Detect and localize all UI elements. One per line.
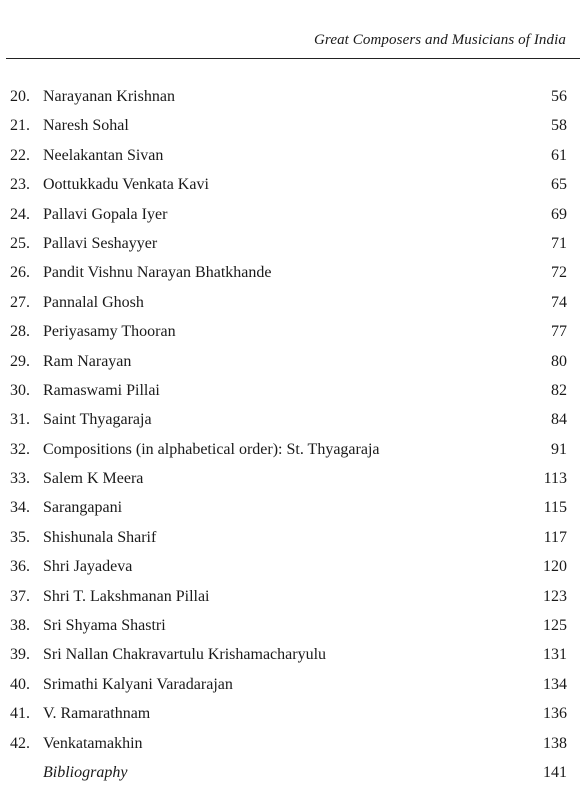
toc-entry-title: Venkatamakhin bbox=[43, 734, 143, 752]
toc-entry bbox=[0, 729, 580, 758]
toc-entry-title: Ram Narayan bbox=[43, 352, 132, 370]
toc-entry-number: 39. bbox=[10, 646, 30, 664]
toc-entry-page-number: 117 bbox=[543, 528, 567, 546]
toc-entry-page-number: 141 bbox=[543, 763, 567, 781]
toc-entry-title: Shri T. Lakshmanan Pillai bbox=[43, 587, 210, 605]
toc-entry-number: 30. bbox=[10, 381, 30, 399]
toc-entry-title: Compositions (in alphabetical order): St. Thyagaraja bbox=[43, 440, 380, 458]
toc-entry-number: 42. bbox=[10, 734, 30, 752]
toc-entry-number: 41. bbox=[10, 705, 30, 723]
toc-entry-title: Periyasamy Thooran bbox=[43, 323, 176, 341]
toc-entry-title: Saint Thyagaraja bbox=[43, 411, 152, 429]
toc-entry-title: Pandit Vishnu Narayan Bhatkhande bbox=[43, 264, 272, 282]
toc-entry-number: 33. bbox=[10, 470, 30, 488]
toc-entry bbox=[0, 405, 580, 434]
toc-entry bbox=[0, 523, 580, 552]
toc-entry-number: 28. bbox=[10, 323, 30, 341]
toc-entry bbox=[0, 640, 580, 669]
toc-entry-number: 34. bbox=[10, 499, 30, 517]
toc-entry-number: 32. bbox=[10, 440, 30, 458]
toc-entry bbox=[0, 758, 580, 787]
toc-entry bbox=[0, 582, 580, 611]
toc-entry-title: Sri Shyama Shastri bbox=[43, 617, 166, 635]
toc-entry bbox=[0, 317, 580, 346]
toc-entry bbox=[0, 347, 580, 376]
toc-entry-title: Neelakantan Sivan bbox=[43, 146, 164, 164]
toc-entry bbox=[0, 493, 580, 522]
toc-entry-page-number: 82 bbox=[551, 381, 567, 399]
toc-entry-page-number: 74 bbox=[551, 293, 567, 311]
toc-entry-title: Oottukkadu Venkata Kavi bbox=[43, 176, 209, 194]
toc-entry-title: Sarangapani bbox=[43, 499, 123, 517]
toc-entry-title: Shishunala Sharif bbox=[43, 528, 157, 546]
toc-entry-page-number: 56 bbox=[551, 88, 567, 105]
toc-entry-number: 38. bbox=[10, 617, 30, 635]
toc-entry-title: Salem K Meera bbox=[43, 470, 144, 488]
toc-entry bbox=[0, 611, 580, 640]
toc-entry bbox=[0, 170, 580, 199]
toc-entry bbox=[0, 376, 580, 405]
toc-entry-page-number: 61 bbox=[551, 146, 567, 164]
toc-entry bbox=[0, 200, 580, 229]
toc-entry-number: 29. bbox=[10, 352, 30, 370]
toc-entry-page-number: 131 bbox=[543, 646, 567, 664]
toc-entry-title: Sri Nallan Chakravartulu Krishamacharyulu bbox=[43, 646, 327, 664]
toc-entry-page-number: 91 bbox=[551, 440, 567, 458]
toc-entry-page-number: 125 bbox=[543, 617, 567, 635]
toc-entry-page-number: 120 bbox=[543, 558, 567, 576]
toc-entry-page-number: 138 bbox=[543, 734, 567, 752]
toc-entry-number: 24. bbox=[10, 205, 30, 223]
toc-entry-number: 26. bbox=[10, 264, 30, 282]
toc-entry-page-number: 77 bbox=[551, 323, 567, 341]
toc-entry-number: 35. bbox=[10, 528, 30, 546]
toc-entry-title: Naresh Sohal bbox=[43, 117, 129, 135]
toc-entry-title: Shri Jayadeva bbox=[43, 558, 133, 576]
toc-entry-title: Narayanan Krishnan bbox=[43, 88, 175, 105]
toc-entry-number: 37. bbox=[10, 587, 30, 605]
toc-entry-title: Ramaswami Pillai bbox=[43, 381, 160, 399]
toc-entry bbox=[0, 552, 580, 581]
toc-entry-number: 21. bbox=[10, 117, 30, 135]
toc-entry-title: Pallavi Gopala Iyer bbox=[43, 205, 168, 223]
toc-entry-page-number: 80 bbox=[551, 352, 567, 370]
toc-entry-number: 36. bbox=[10, 558, 30, 576]
toc-entry-number: 27. bbox=[10, 293, 30, 311]
toc-entry-number: 40. bbox=[10, 675, 30, 693]
toc-entry bbox=[0, 435, 580, 464]
toc-entry-title: Pallavi Seshayyer bbox=[43, 234, 158, 252]
toc-entry bbox=[0, 464, 580, 493]
toc-entry-page-number: 65 bbox=[551, 176, 567, 194]
toc-entry-number: 20. bbox=[10, 88, 30, 105]
toc-entry-number: 22. bbox=[10, 146, 30, 164]
toc-entry-page-number: 84 bbox=[551, 411, 567, 429]
toc-entry-page-number: 69 bbox=[551, 205, 567, 223]
toc-entry-page-number: 58 bbox=[551, 117, 567, 135]
table-of-contents bbox=[0, 82, 580, 787]
toc-entry-page-number: 113 bbox=[543, 470, 567, 488]
toc-entry-page-number: 134 bbox=[543, 675, 567, 693]
toc-entry bbox=[0, 258, 580, 287]
header-rule bbox=[6, 58, 580, 59]
toc-entry-page-number: 72 bbox=[551, 264, 567, 282]
toc-entry bbox=[0, 111, 580, 140]
toc-entry-number: 25. bbox=[10, 234, 30, 252]
toc-entry bbox=[0, 288, 580, 317]
toc-entry bbox=[0, 670, 580, 699]
toc-entry bbox=[0, 82, 580, 111]
toc-entry-number: 23. bbox=[10, 176, 30, 194]
toc-entry-page-number: 71 bbox=[551, 234, 567, 252]
toc-entry-title: Srimathi Kalyani Varadarajan bbox=[43, 675, 233, 693]
toc-entry-page-number: 136 bbox=[543, 705, 567, 723]
toc-entry-number: 31. bbox=[10, 411, 30, 429]
toc-entry-page-number: 115 bbox=[543, 499, 567, 517]
running-header-title: Great Composers and Musicians of India bbox=[314, 32, 566, 48]
toc-entry-title: Bibliography bbox=[43, 763, 128, 781]
toc-entry-title: V. Ramarathnam bbox=[43, 705, 151, 723]
toc-entry bbox=[0, 699, 580, 728]
toc-entry-title: Pannalal Ghosh bbox=[43, 293, 144, 311]
toc-entry-page-number: 123 bbox=[543, 587, 567, 605]
toc-entry bbox=[0, 141, 580, 170]
toc-entry bbox=[0, 229, 580, 258]
